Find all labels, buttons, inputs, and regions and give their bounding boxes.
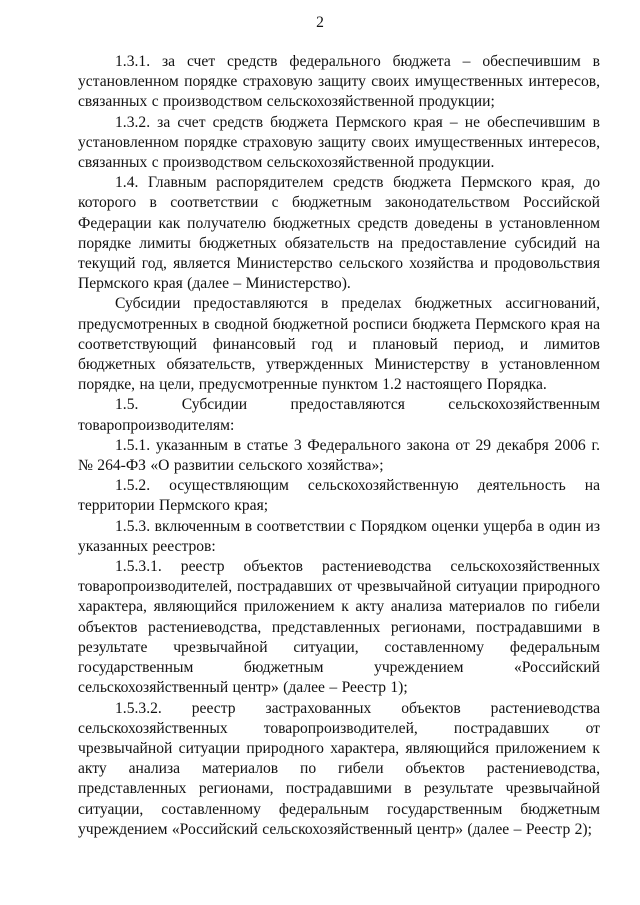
paragraph-1-5: 1.5. Субсидии предоставляются сельскохозяйственным товаропроизводителям: (78, 396, 600, 434)
paragraph-1-5-3-1: 1.5.3.1. реестр объектов растениеводства сельскохозяйственных товаропроизводителей, пострадавших от чрезвычайной ситуации природного характера, являющийся приложением к акту анализа материалов по гибели объектов растениеводства, представленных регионами, пострадавшими в результате чрезвычайной ситуации, составленному федеральным государственным бюджетным учреждением «Российский сельскохозяйственный центр» (далее – Реестр 1); (78, 558, 600, 697)
paragraph-1-5-3-2: 1.5.3.2. реестр застрахованных объектов растениеводства сельскохозяйственных товаропроизводителей, пострадавших от чрезвычайной ситуации природного характера, являющийся приложением к акту анализа материалов по гибели объектов растениеводства, представленных регионами, пострадавшими в результате чрезвычайной ситуации, составленному федеральным государственным бюджетным учреждением «Российский сельскохозяйственный центр» (далее – Реестр 2); (78, 699, 600, 838)
paragraph-1-4: 1.4. Главным распорядителем средств бюджета Пермского края, до которого в соответствии с бюджетным законодательством Российской Федерации как получателю бюджетных средств доведены в установленном порядке лимиты бюджетных обязательств на предоставление субсидий на текущий год, является Министерство сельского хозяйства и продовольствия Пермского края (далее – Министерство). (78, 174, 600, 293)
document-body (78, 52, 600, 840)
paragraph-1-5-2: 1.5.2. осуществляющим сельскохозяйственную деятельность на территории Пермского края; (78, 477, 600, 515)
paragraph-1-3-2: 1.3.2. за счет средств бюджета Пермского края – не обеспечившим в установленном порядке страховую защиту своих имущественных интересов, связанных с производством сельскохозяйственной продукции. (78, 113, 600, 172)
page-number: 2 (316, 14, 324, 31)
paragraph-subsidies-limits: Субсидии предоставляются в пределах бюджетных ассигнований, предусмотренных в сводной бюджетной росписи бюджета Пермского края на соответствующий финансовый год и плановый период, и лимитов бюджетных обязательств, утвержденных Министерству в установленном порядке, на цели, предусмотренные пунктом 1.2 настоящего Порядка. (78, 295, 600, 394)
paragraph-1-3-1: 1.3.1. за счет средств федерального бюджета – обеспечившим в установленном порядке страховую защиту своих имущественных интересов, связанных с производством сельскохозяйственной продукции; (78, 53, 600, 111)
paragraph-1-5-1: 1.5.1. указанным в статье 3 Федерального закона от 29 декабря 2006 г. № 264-ФЗ «О развитии сельского хозяйства»; (78, 436, 600, 475)
paragraph-1-5-3: 1.5.3. включенным в соответствии с Порядком оценки ущерба в один из указанных реестров: (78, 517, 600, 555)
